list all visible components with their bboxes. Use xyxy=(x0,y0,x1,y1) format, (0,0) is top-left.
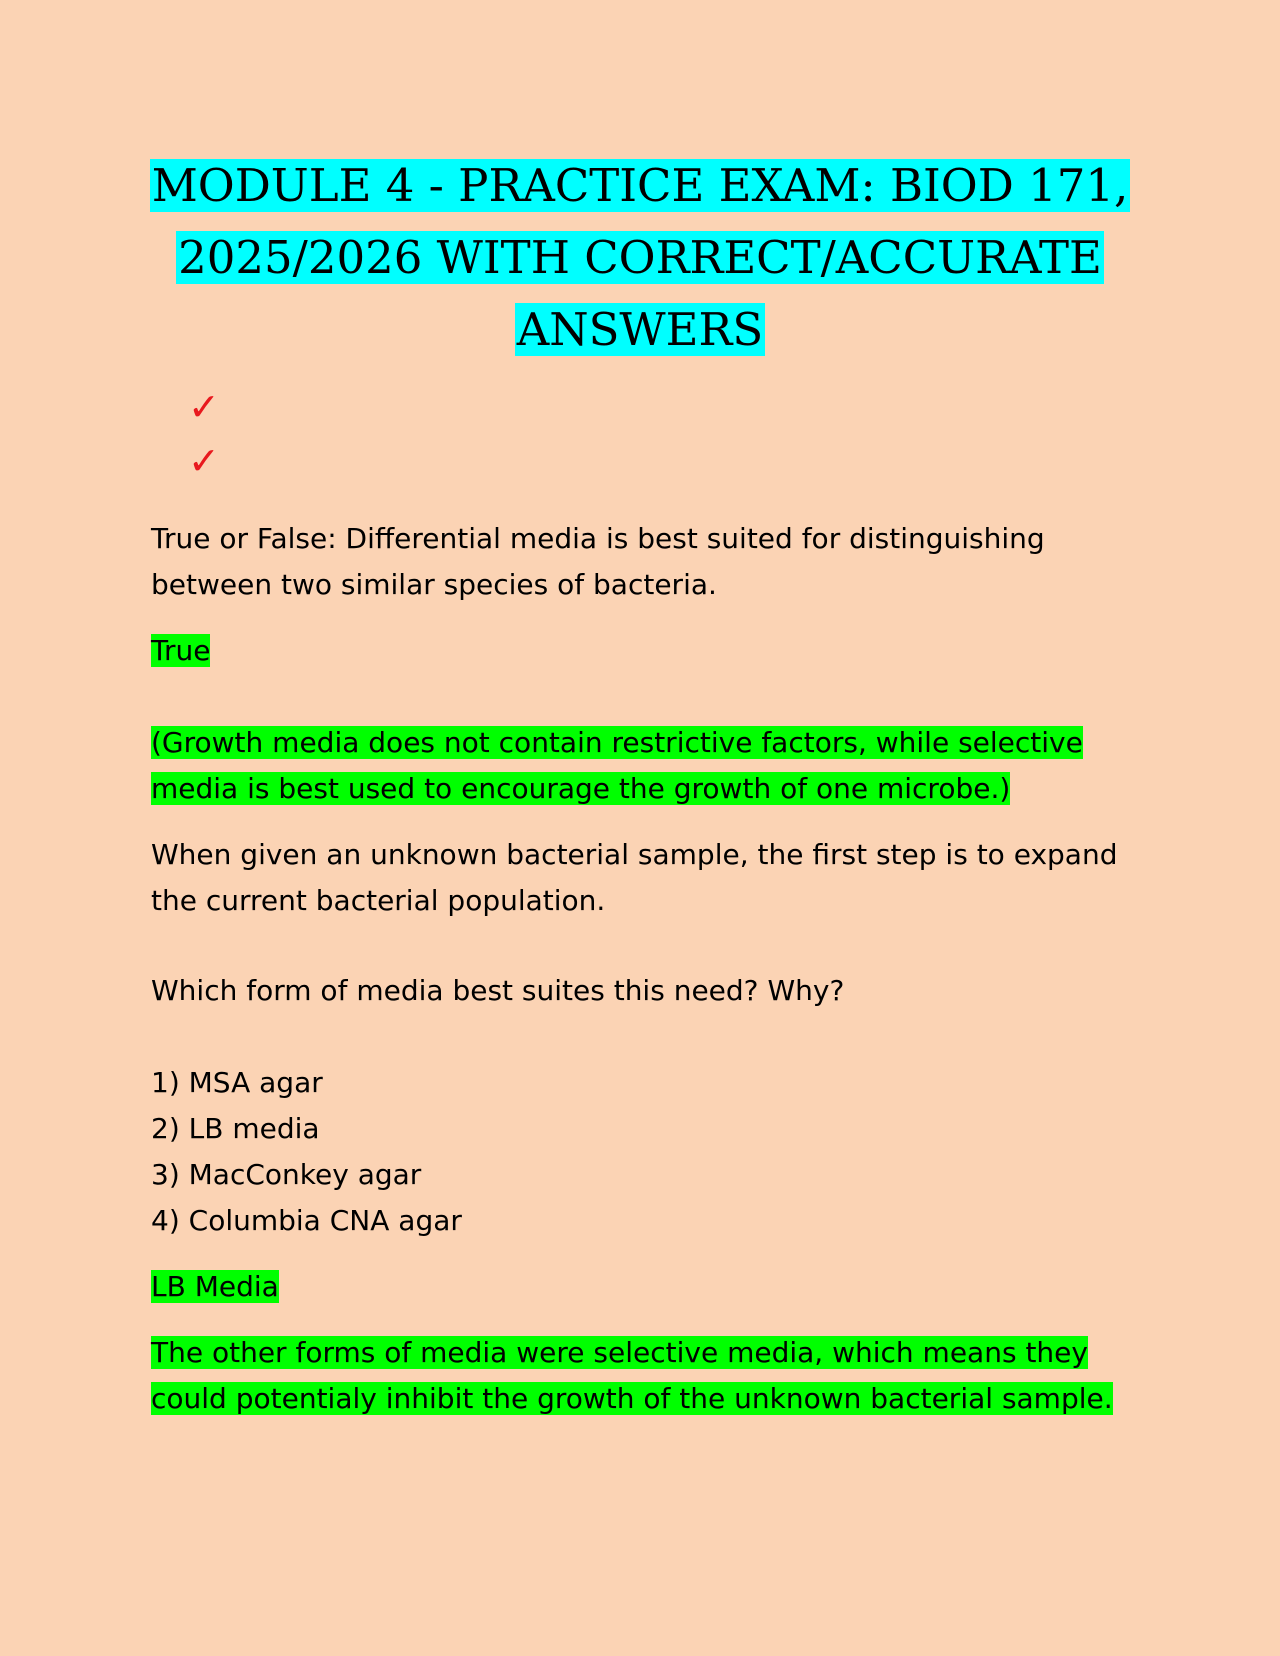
title-line-3: ANSWERS xyxy=(516,303,764,356)
checkmark-list xyxy=(188,380,220,488)
question-1-text: True or False: Differential media is best suited for distinguishing between two similar species of bacteria. xyxy=(151,522,1045,601)
question-2-text: When given an unknown bacterial sample, the first step is to expand the current bacterial population. xyxy=(151,838,1118,917)
question-1-explanation-text: (Growth media does not contain restrictive factors, while selective media is best used to encourage the growth of one microbe.) xyxy=(151,726,1083,805)
checkmark-icon: ✓ xyxy=(188,439,220,483)
question-2-answer-text: LB Media xyxy=(151,1270,279,1303)
option-item: 2) LB media xyxy=(151,1112,320,1145)
question-2-options xyxy=(151,1060,1131,1244)
question-2-explanation xyxy=(151,1330,1131,1422)
question-1-answer-text: True xyxy=(151,634,211,667)
question-1-explanation xyxy=(151,720,1131,812)
option-item: 1) MSA agar xyxy=(151,1066,323,1099)
checkmark-icon: ✓ xyxy=(188,385,220,429)
question-2-prompt: Which form of media best suites this need? Why? xyxy=(151,974,845,1007)
title-line-1: MODULE 4 - PRACTICE EXAM: BIOD 171, xyxy=(151,159,1129,212)
question-1-answer xyxy=(151,628,1131,674)
option-item: 4) Columbia CNA agar xyxy=(151,1204,462,1237)
title-line-2: 2025/2026 WITH CORRECT/ACCURATE xyxy=(178,231,1102,284)
question-2-answer xyxy=(151,1264,1131,1310)
page-title xyxy=(140,150,1140,366)
option-item: 3) MacConkey agar xyxy=(151,1158,422,1191)
question-2-explanation-text: The other forms of media were selective media, which means they could potentialy inhibit the growth of the unknown bacterial sample. xyxy=(151,1336,1113,1415)
